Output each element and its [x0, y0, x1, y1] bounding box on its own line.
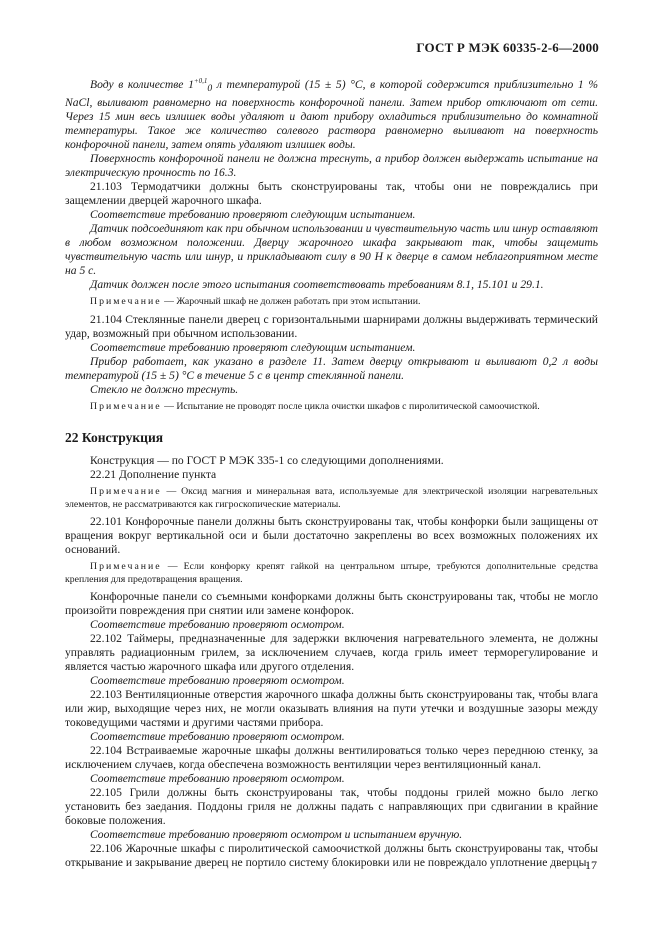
paragraph-sensor-after: Датчик должен после этого испытания соответствовать требованиям 8.1, 15.101 и 29.1.: [90, 278, 544, 292]
paragraph-sensor-test: Датчик подсоединяют как при обычном использовании и чувствительную часть или шнур оставляют в любом возможном положении. Дверцу жарочного шкафа закрывают так, чтобы защемить чувствительную часть или шнур, и прикладывают силу в 90 Н к дверце в самом неблагоприятном месте на 5 с.: [65, 222, 598, 278]
paragraph-glass-test: Прибор работает, как указано в разделе 11. Затем дверцу открывают и выливают 0,2 л воды температурой (15 ± 5) °С в течение 5 с в центр стеклянной панели.: [65, 354, 598, 382]
compliance-check: Соответствие требованию проверяют осмотром.: [90, 730, 345, 744]
compliance-check: Соответствие требованию проверяют осмотром и испытанием вручную.: [90, 828, 463, 842]
clause-22-105: 22.105 Грили должны быть сконструированы так, чтобы поддоны грилей можно было легко установить без заедания. Поддоны гриля не должны падать с направляющих при сдвигании в крайние боковые положения.: [65, 786, 598, 828]
note-22-101: Примечание — Если конфорку крепят гайкой на центральном штыре, требуются дополнительные средства крепления для предотвращения вращения.: [65, 561, 598, 585]
tolerance-subscript: 0: [207, 83, 213, 95]
paragraph-glass-result: Стекло не должно треснуть.: [90, 382, 239, 396]
clause-22-101: 22.101 Конфорочные панели должны быть сконструированы так, чтобы конфорки были защищены от вращения вокруг вертикальной оси и были достаточно закреплены во всех возможных положениях их оснований.: [65, 515, 598, 557]
section-heading-22: 22 Конструкция: [65, 430, 164, 446]
tolerance-superscript: +0,1: [193, 77, 208, 85]
page-number: 17: [585, 858, 597, 872]
document-header: ГОСТ Р МЭК 60335-2-6—2000: [416, 40, 599, 55]
document-body: [65, 74, 598, 870]
paragraph-water-test: Воду в количестве $1^{+0,1}_0$ л температурой (15 ± 5) °С, в которой содержится приблизительно 1 % NaCl, выливают равномерно на поверхность конфорочной панели. Затем прибор отключают от сети. Через 15 мин весь излишек воды удаляют и дают прибору охладиться приблизительно до комнатной температуры. Такое же количество солевого раствора равномерно выливают на поверхность конфорочной панели, затем опять удаляют излишек воды.: [65, 77, 599, 152]
compliance-check: Соответствие требованию проверяют осмотром.: [90, 772, 345, 786]
compliance-check: Соответствие требованию проверяют осмотром.: [90, 674, 345, 688]
compliance-check: Соответствие требованию проверяют следующим испытанием.: [90, 208, 416, 222]
clause-21-103: 21.103 Термодатчики должны быть сконструированы так, чтобы они не повреждались при защемлении дверцей жарочного шкафа.: [65, 180, 598, 208]
clause-22-104: 22.104 Встраиваемые жарочные шкафы должны вентилироваться только через переднюю стенку, за исключением случаев, когда обеспечена возможность вентиляции через вентиляционный канал.: [65, 744, 598, 772]
clause-22-102: 22.102 Таймеры, предназначенные для задержки включения нагревательного элемента, не должны управлять радиационным грилем, за исключением случаев, когда гриль имеет терморегулирование и является частью жарочного шкафа или другого отделения.: [65, 632, 598, 674]
clause-22-103: 22.103 Вентиляционные отверстия жарочного шкафа должны быть сконструированы так, чтобы влага или жир, выходящие через них, не могли оказывать влияния на пути утечки и воздушные зазоры между токоведущими частями и другими частями прибора.: [65, 688, 598, 730]
compliance-check: Соответствие требованию проверяют осмотром.: [90, 618, 345, 632]
compliance-check: Соответствие требованию проверяют следующим испытанием.: [90, 340, 416, 354]
clause-22-106: 22.106 Жарочные шкафы с пиролитической самоочисткой должны быть сконструированы так, чтобы открывание и закрывание дверец не портило систему блокировки или не повреждало уплотнение дверцы.: [65, 842, 598, 870]
paragraph-panel-requirement: Поверхность конфорочной панели не должна треснуть, а прибор должен выдержать испытание на электрическую прочность по 16.3.: [65, 152, 598, 180]
clause-22-21: 22.21 Дополнение пункта: [90, 468, 217, 482]
note-21-104: Примечание — Испытание не проводят после цикла очистки шкафов с пиролитической самоочисткой.: [90, 400, 540, 412]
paragraph-construction: Конструкция — по ГОСТ Р МЭК 335-1 со следующими дополнениями.: [90, 454, 444, 468]
paragraph-removable-hotplates: Конфорочные панели со съемными конфорками должны быть сконструированы так, чтобы не могло произойти повреждения при снятии или замене конфорок.: [65, 590, 598, 618]
note-21-103: Примечание — Жарочный шкаф не должен работать при этом испытании.: [90, 296, 421, 308]
note-22-21: Примечание — Оксид магния и минеральная вата, используемые для электрической изоляции нагревательных элементов, не рассматриваются как гигроскопические материалы.: [65, 486, 598, 510]
clause-21-104: 21.104 Стеклянные панели дверец с горизонтальными шарнирами должны выдерживать термический удар, возможный при обычном использовании.: [65, 312, 598, 340]
